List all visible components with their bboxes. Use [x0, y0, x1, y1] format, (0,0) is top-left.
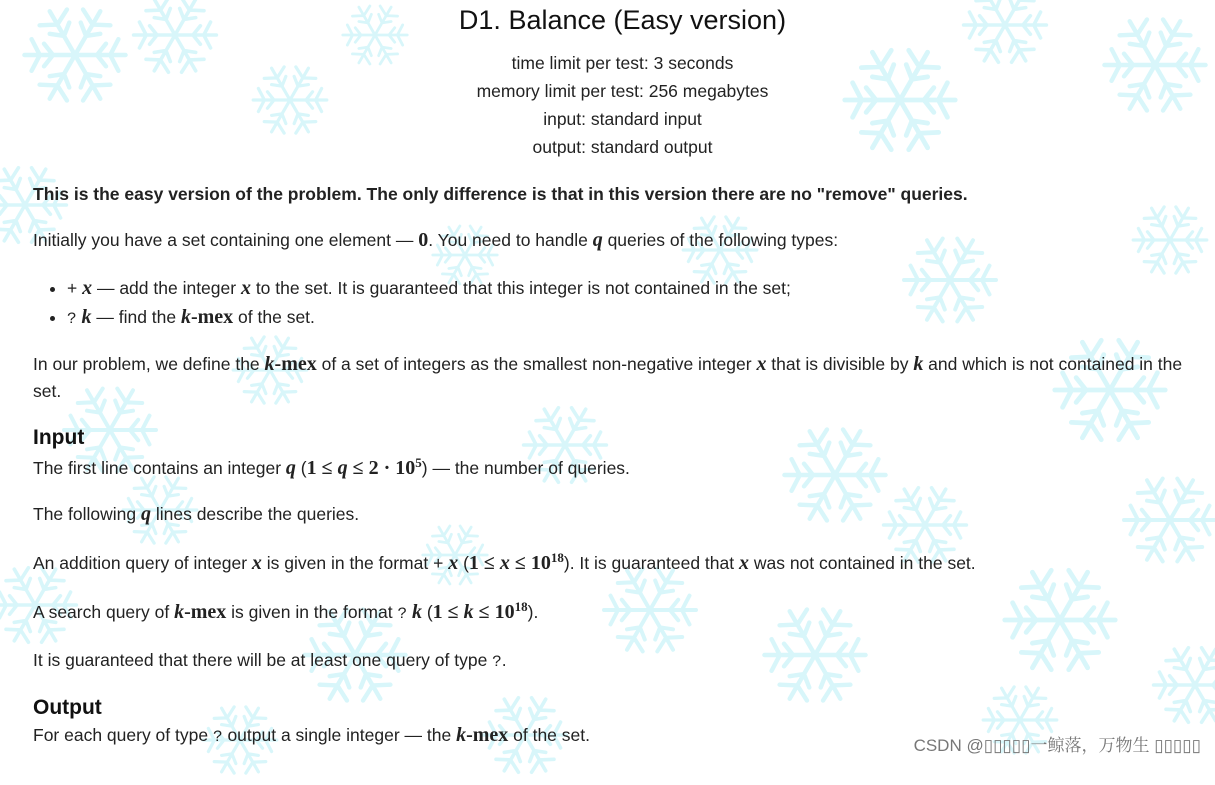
input-line-1 — [33, 455, 630, 482]
code-symbol: ? — [67, 310, 77, 328]
math-variable: x — [82, 277, 93, 299]
code-symbol: ? — [397, 605, 408, 623]
text: This is the easy version of the problem. The only difference is that in this version there are no "remove" queries. — [33, 184, 968, 204]
csdn-watermark: CSDN @▯▯▯▯▯一鲸落，万物生 ▯▯▯▯▯ — [913, 736, 1201, 755]
math-variable: k — [913, 353, 924, 375]
snowflake-icon — [900, 230, 1000, 330]
input-line-2 — [33, 501, 359, 528]
text: ( — [421, 602, 433, 622]
query-types-list — [33, 274, 791, 334]
math-variable: k — [174, 601, 185, 623]
text: An addition query of integer — [33, 553, 252, 573]
text: is given in the format — [261, 553, 434, 573]
math-exponent: 18 — [550, 550, 564, 566]
output-heading: Output — [33, 696, 102, 719]
math-expression: ≤ 10 — [473, 601, 515, 623]
text: In our problem, we define the — [33, 354, 265, 374]
memory-limit: memory limit per test: 256 megabytes — [476, 81, 769, 101]
math-variable: q — [337, 457, 348, 479]
math-variable: x — [448, 552, 459, 574]
kmex-definition — [33, 351, 1183, 405]
math-variable: q — [140, 503, 151, 525]
output-spec-line — [0, 136, 1215, 162]
easy-version-note — [33, 181, 968, 208]
code-symbol: ? — [492, 653, 502, 671]
text: is given in the format — [226, 602, 398, 622]
snowflake-icon — [760, 600, 870, 710]
text: ( — [295, 458, 307, 478]
input-line-5 — [33, 647, 507, 676]
text: of the set. — [233, 307, 315, 327]
math-variable: k — [180, 306, 191, 328]
text: A search query of — [33, 602, 175, 622]
math-expression: -mex — [274, 353, 317, 375]
list-item — [67, 303, 791, 334]
math-expression: ≤ 2 · 10 — [347, 457, 416, 479]
text: . — [501, 650, 507, 670]
math-variable: q — [592, 229, 603, 251]
text: was not contained in the set. — [748, 553, 976, 573]
math-variable: k — [81, 306, 92, 328]
math-expression: 0 — [418, 229, 429, 251]
problem-title: D1. Balance (Easy version) — [458, 5, 787, 35]
math-expression: -mex — [466, 724, 509, 746]
text: It is guaranteed that there will be at least one query of type — [33, 650, 493, 670]
input-line-3 — [33, 550, 976, 577]
math-expression: 1 ≤ — [432, 601, 464, 623]
math-variable: q — [285, 457, 296, 479]
text: and which is not contained in the set. — [33, 354, 1183, 401]
math-expression: -mex — [190, 306, 234, 328]
input-heading: Input — [33, 426, 85, 449]
text: . You need to handle — [428, 230, 593, 250]
text: of a set of integers as the smallest non-negative integer — [316, 354, 757, 374]
text: For each query of type — [33, 725, 213, 745]
text: + — [433, 553, 449, 573]
input-spec: input: standard input — [543, 109, 702, 129]
math-variable: x — [251, 552, 262, 574]
time-limit: time limit per test: 3 seconds — [511, 53, 734, 73]
text: to the set. It is guaranteed that this integer is not contained in the set; — [250, 278, 791, 298]
math-variable: k — [264, 353, 275, 375]
math-expression: ≤ 10 — [509, 552, 551, 574]
snowflake-icon — [780, 420, 890, 530]
text: Initially you have a set containing one element — — [33, 230, 419, 250]
snowflake-icon — [1130, 200, 1210, 280]
text: The first line contains an integer — [33, 458, 286, 478]
math-expression: 1 ≤ — [468, 552, 500, 574]
math-exponent: 18 — [514, 599, 528, 615]
text: queries of the following types: — [602, 230, 839, 250]
math-variable: k — [411, 601, 422, 623]
math-expression: -mex — [184, 601, 227, 623]
text: that is divisible by — [766, 354, 914, 374]
text: The following — [33, 504, 141, 524]
intro-paragraph — [33, 227, 838, 254]
math-variable: k — [456, 724, 467, 746]
text: ) — the number of queries. — [421, 458, 630, 478]
math-variable: x — [738, 552, 749, 574]
text: ). It is guaranteed that — [563, 553, 739, 573]
text: ( — [458, 553, 469, 573]
math-variable: x — [756, 353, 767, 375]
snowflake-icon — [1150, 640, 1215, 730]
text: + — [67, 278, 83, 298]
text: of the set. — [508, 725, 590, 745]
math-variable: k — [463, 601, 474, 623]
snowflake-icon — [1120, 470, 1215, 570]
text: — find the — [91, 307, 181, 327]
snowflake-icon — [1000, 560, 1120, 680]
text: output a single integer — the — [222, 725, 457, 745]
math-exponent: 5 — [415, 455, 422, 471]
code-symbol: ? — [212, 728, 223, 746]
math-expression: 1 ≤ — [306, 457, 338, 479]
output-spec: output: standard output — [532, 137, 713, 157]
text: ). — [527, 602, 539, 622]
math-variable: x — [240, 277, 251, 299]
text: lines describe the queries. — [150, 504, 360, 524]
text: — add the integer — [92, 278, 241, 298]
input-line-4 — [33, 599, 538, 628]
math-variable: x — [499, 552, 510, 574]
output-line-1 — [33, 722, 590, 751]
list-item — [67, 274, 791, 303]
